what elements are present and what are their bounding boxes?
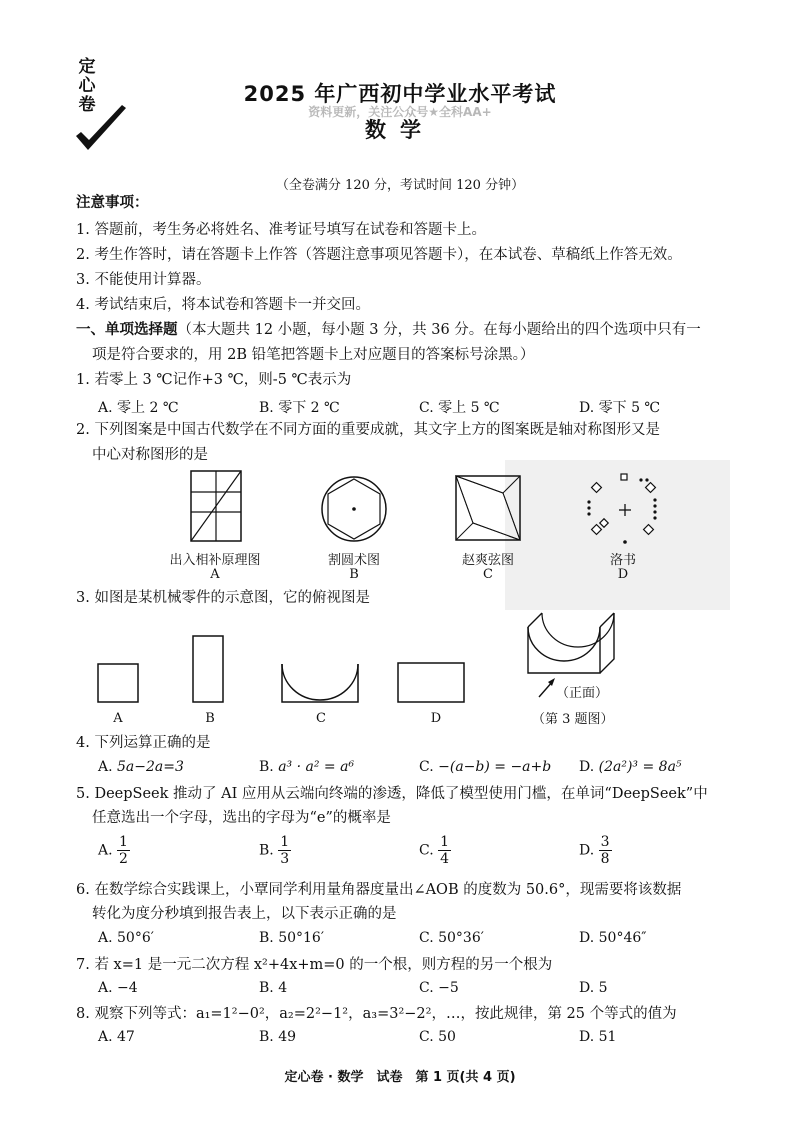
q5-option-b: B. $\frac{1}{3}$ — [259, 834, 290, 867]
fraction: $\frac{1}{3}$ — [280, 834, 290, 867]
q8-option-c: C. 50 — [419, 1029, 456, 1045]
q1-option-c: C. 零上 5 ℃ — [419, 400, 500, 416]
q4-option-c: C. −(a−b) = −a+b — [419, 759, 552, 775]
q1-option-d: D. 零下 5 ℃ — [579, 400, 661, 416]
figure-d-icon — [585, 470, 665, 550]
q8-option-d: D. 51 — [579, 1029, 617, 1045]
fraction: $\frac{1}{2}$ — [119, 834, 128, 867]
q4-option-a: A. 5a−2a=3 — [98, 759, 184, 775]
figure-b-letter: B — [349, 567, 359, 582]
fraction: $\frac{3}{8}$ — [600, 834, 610, 867]
brand-badge-text: 定心卷 — [78, 57, 96, 115]
q5-stem-2: 任意选出一个字母，选出的字母为“e”的概率是 — [92, 810, 391, 826]
q6-option-a: A. 50°6′ — [98, 930, 154, 946]
q1-option-b: B. 零下 2 ℃ — [259, 400, 340, 416]
figure-d-letter: D — [617, 567, 629, 582]
q7-option-c: C. −5 — [419, 980, 459, 996]
section-header — [76, 320, 701, 340]
q3-letter-a: A — [113, 711, 123, 726]
q5-stem: 5. DeepSeek 推动了 AI 应用从云端向终端的渗透，降低了模型使用门槛，在单词“DeepSeek”中 — [76, 786, 708, 802]
q7-option-a: A. −4 — [98, 980, 138, 996]
q6-option-d: D. 50°46″ — [579, 930, 647, 946]
q7-option-b: B. 4 — [259, 980, 288, 996]
q6-stem-2: 转化为度分秒填到报告表上，以下表示正确的是 — [92, 906, 397, 922]
figure-b-icon — [320, 475, 388, 543]
q2-stem-2: 中心对称图形的是 — [92, 447, 208, 463]
q8-option-b: B. 49 — [259, 1029, 297, 1045]
arrow-icon — [536, 676, 558, 700]
exam-title: 2025 年广西初中学业水平考试 — [243, 82, 557, 106]
q7-stem: 7. 若 x=1 是一元二次方程 x²+4x+m=0 的一个根，则方程的另一个根为 — [76, 957, 553, 973]
q3-stem: 3. 如图是某机械零件的示意图，它的俯视图是 — [76, 590, 370, 606]
q8-option-a: A. 47 — [98, 1029, 135, 1045]
q4-option-d: D. (2a²)³ = 8a⁵ — [579, 759, 682, 775]
q3-option-c-shape — [282, 664, 358, 702]
exam-meta: （全卷满分 120 分，考试时间 120 分钟） — [275, 178, 525, 193]
q4-option-b: B. a³ · a² = a⁶ — [259, 759, 355, 775]
figure-a-caption: 出入相补原理图 — [169, 553, 261, 568]
note-item: 3. 不能使用计算器。 — [76, 272, 211, 288]
figure-b-caption: 割圆术图 — [327, 553, 380, 568]
figure-d-caption: 洛书 — [609, 553, 636, 568]
q3-option-a-shape — [98, 664, 138, 702]
q3-option-b-shape — [193, 636, 223, 702]
note-item: 4. 考试结束后，将本试卷和答题卡一并交回。 — [76, 297, 370, 313]
q5-option-c: C. $\frac{1}{4}$ — [419, 834, 450, 867]
notes-heading: 注意事项： — [76, 195, 149, 211]
q3-fig-caption: （第 3 题图） — [532, 712, 614, 727]
figure-a-letter: A — [210, 567, 220, 582]
q1-stem: 1. 若零上 3 ℃记作+3 ℃，则-5 ℃表示为 — [76, 372, 352, 388]
page-footer: 定心卷 · 数学 试卷 第 1 页(共 4 页) — [284, 1070, 516, 1085]
q6-stem: 6. 在数学综合实践课上，小覃同学利用量角器度量出∠AOB 的度数为 50.6°，现需要将该数据 — [76, 882, 682, 898]
exam-subject: 数学 — [365, 118, 435, 142]
q6-option-b: B. 50°16′ — [259, 930, 324, 946]
section-desc-2: 项是符合要求的，用 2B 铅笔把答题卡上对应题目的答案标号涂黑。） — [92, 347, 535, 363]
q6-option-c: C. 50°36′ — [419, 930, 484, 946]
q2-stem: 2. 下列图案是中国古代数学在不同方面的重要成就，其文字上方的图案既是轴对称图形又是 — [76, 422, 660, 438]
section-desc: （本大题共 12 小题，每小题 3 分，共 36 分。在每小题给出的四个选项中只有一 — [177, 322, 701, 338]
section-title: 一、单项选择题 — [76, 322, 178, 338]
figure-a-icon — [190, 470, 242, 542]
watermark: 资料更新，关注公众号★全科AA+ — [308, 105, 492, 119]
q7-option-d: D. 5 — [579, 980, 608, 996]
q3-letter-b: B — [205, 711, 215, 726]
q5-option-d: D. $\frac{3}{8}$ — [579, 834, 610, 867]
q3-front-label: （正面） — [556, 686, 609, 701]
q1-option-a: A. 零上 2 ℃ — [98, 400, 179, 416]
q3-letter-c: C — [316, 711, 326, 726]
q3-letter-d: D — [430, 711, 442, 726]
q3-option-d-shape — [398, 663, 464, 702]
q4-stem: 4. 下列运算正确的是 — [76, 735, 211, 751]
figure-c-letter: C — [483, 567, 493, 582]
fraction: $\frac{1}{4}$ — [440, 834, 450, 867]
q3-options-figures — [95, 630, 475, 710]
figure-c-caption: 赵爽弦图 — [461, 553, 514, 568]
q8-stem: 8. 观察下列等式：a₁=1²−0²，a₂=2²−1²，a₃=3²−2²，…，按此规律，第 25 个等式的值为 — [76, 1006, 677, 1022]
note-item: 2. 考生作答时，请在答题卡上作答（答题注意事项见答题卡），在本试卷、草稿纸上作答无效。 — [76, 247, 682, 263]
note-item: 1. 答题前，考生务必将姓名、准考证号填写在试卷和答题卡上。 — [76, 222, 486, 238]
q5-option-a: A. $\frac{1}{2}$ — [98, 834, 128, 867]
figure-c-icon — [455, 475, 521, 541]
